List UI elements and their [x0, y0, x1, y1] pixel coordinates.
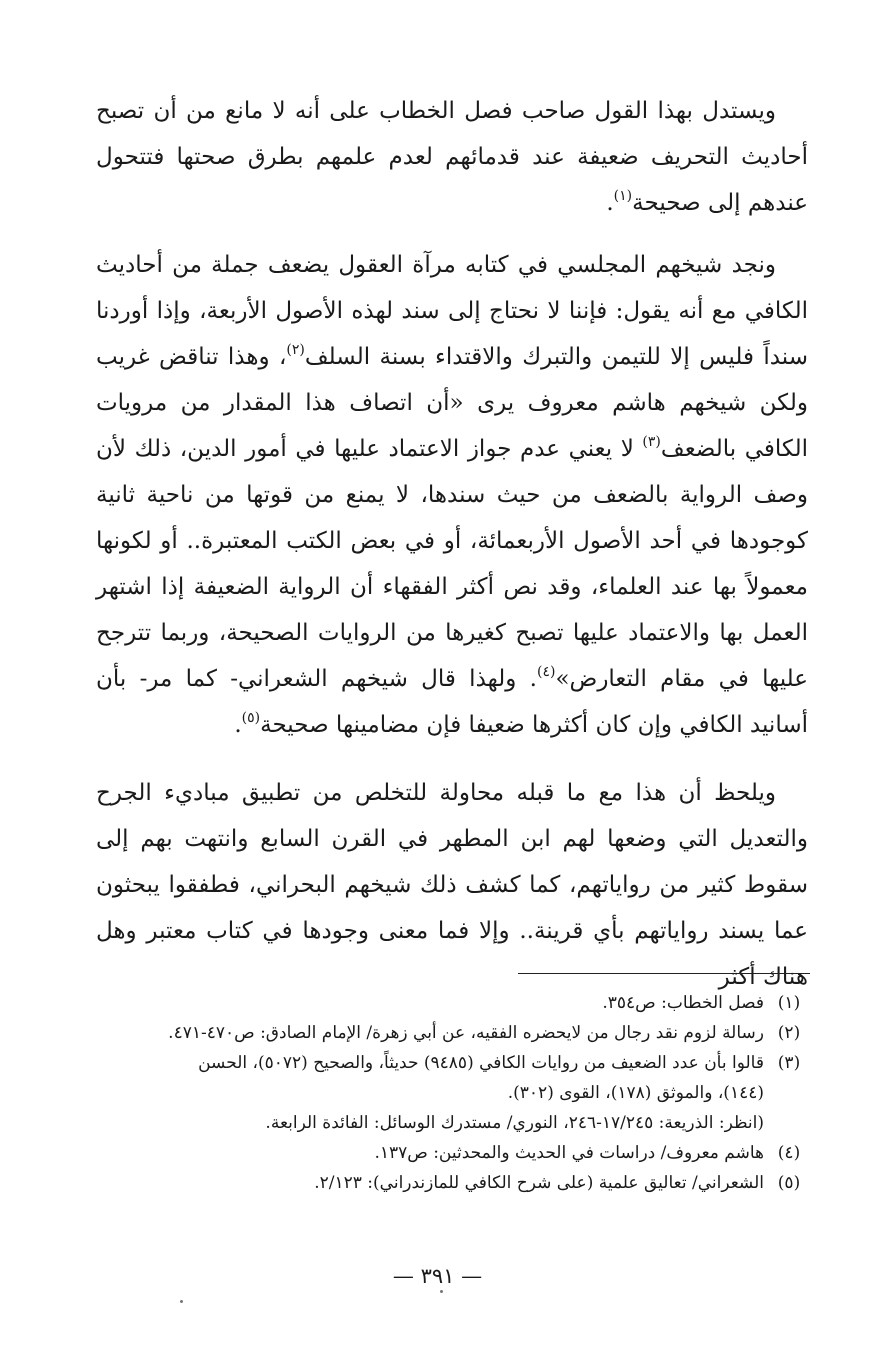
footnote-ref-1: (١)	[613, 188, 633, 204]
footnote-text: فصل الخطاب: ص٣٥٤.	[602, 993, 764, 1013]
paragraph-text-segment: لا يعني عدم جواز الاعتماد عليها في أمور الدين، ذلك لأن وصف الرواية بالضعف من حيث سندها، لا يمنع من قوتها من ناحية ثانية كوجودها في أحد الأصول الأربعمائة، أو في بعض الكتب المعتبرة.. أو لكونها معمولاً بها عند العلماء، وقد نص أكثر الفقهاء أن الرواية الضعيفة إذا اشتهر العمل بها والاعتماد عليها تصبح كغيرها من الروايات الصحيحة، وربما تترجح عليها في مقام التعارض»	[96, 436, 808, 692]
footnote-3	[96, 1048, 808, 1138]
footnote-ref-5: (٥)	[241, 710, 261, 726]
page-number: — ٣٩١ —	[392, 1264, 483, 1288]
footnote-text: الشعراني/ تعاليق علمية (على شرح الكافي للمازندراني): ٢/١٢٣.	[314, 1173, 764, 1193]
footnote-number: (٥)	[777, 1173, 801, 1193]
footnote-ref-2: (٢)	[286, 342, 305, 358]
paragraph-text	[96, 770, 808, 1000]
footnote-text: هاشم معروف/ دراسات في الحديث والمحدثين: ص١٣٧.	[374, 1143, 764, 1163]
footnote-divider	[518, 973, 810, 974]
paragraph-text-segment: ويستدل بهذا القول صاحب فصل الخطاب على أنه لا مانع من أن تصبح أحاديث التحريف ضعيفة عند قدمائهم لعدم علمهم بطرق صحتها فتتحول عندهم إلى صحيحة	[96, 98, 808, 216]
footnotes-section	[96, 988, 808, 1198]
body-paragraph-1	[96, 88, 808, 226]
footnote-text-continued: (١٤٤)، والموثق (١٧٨)، القوى (٣٠٢).	[507, 1083, 764, 1103]
paragraph-text-segment: . ولهذا قال شيخهم الشعراني- كما مر- بأن أسانيد الكافي وإن كان أكثرها ضعيفا فإن مضامينها صحيحة	[96, 666, 808, 738]
footnote-5	[96, 1168, 808, 1198]
footnote-number: (١)	[777, 993, 801, 1013]
footnote-4	[96, 1138, 808, 1168]
footnote-1	[96, 988, 808, 1018]
footnote-number: (٤)	[777, 1143, 801, 1163]
body-paragraph-3	[96, 770, 808, 1000]
paragraph-text-segment: .	[234, 712, 242, 738]
scan-speck	[180, 1300, 183, 1303]
footnote-number: (٢)	[777, 1023, 801, 1043]
paragraph-text-segment: ، وهذا تناقض غريب ولكن شيخهم هاشم معروف يرى «أن اتصاف هذا المقدار من مرويات الكافي بالضعف	[96, 344, 808, 462]
footnote-text: رسالة لزوم نقد رجال من لايحضره الفقيه، عن أبي زهرة/ الإمام الصادق: ص٤٧٠-٤٧١.	[168, 1023, 764, 1043]
footnote-text: قالوا بأن عدد الضعيف من روايات الكافي (٩٤٨٥) حديثاً، والصحيح (٥٠٧٢)، الحسن	[198, 1053, 764, 1073]
footnote-2	[96, 1018, 808, 1048]
paragraph-text	[96, 242, 808, 748]
scan-speck	[440, 1290, 443, 1293]
body-paragraph-2	[96, 242, 808, 748]
footnote-number: (٣)	[777, 1053, 801, 1073]
footnote-text-continued: (انظر: الذريعة: ١٧/٢٤٥-٢٤٦، النوري/ مستدرك الوسائل: الفائدة الرابعة.	[265, 1113, 764, 1133]
footnote-ref-3: (٣)	[642, 434, 661, 450]
paragraph-text-segment: ويلحظ أن هذا مع ما قبله محاولة للتخلص من تطبيق مباديء الجرح والتعديل التي وضعها لهم ابن المطهر في القرن السابع وانتهت بهم إلى سقوط كثير من رواياتهم، كما كشف ذلك شيخهم البحراني، فطفقوا يبحثون عما يسند رواياتهم بأي قرينة.. وإلا فما معنى وجودها في كتاب معتبر وهل هناك أكثر	[96, 780, 808, 990]
paragraph-text	[96, 88, 808, 226]
footnote-ref-4: (٤)	[536, 664, 556, 680]
paragraph-text-segment: .	[606, 190, 614, 216]
paragraph-text-segment: ونجد شيخهم المجلسي في كتابه مرآة العقول يضعف جملة من أحاديث الكافي مع أنه يقول: فإننا لا نحتاج إلى سند لهذه الأصول الأربعة، وإذا أوردنا سنداً فليس إلا للتيمن والتبرك والاقتداء بسنة السلف	[96, 252, 808, 370]
